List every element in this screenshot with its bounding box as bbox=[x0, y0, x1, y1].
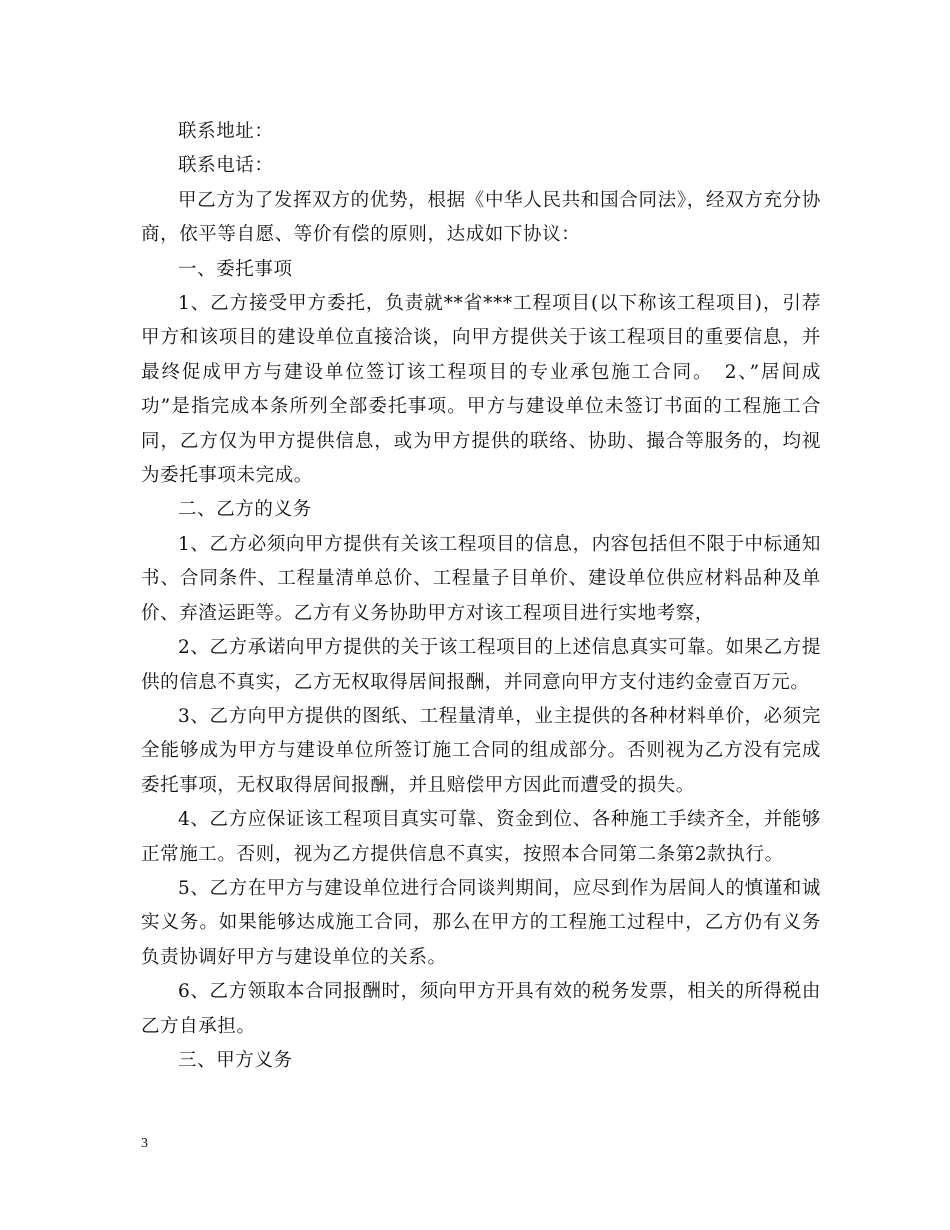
paragraph-obligation-2: 2、乙方承诺向甲方提供的关于该工程项目的上述信息真实可靠。如果乙方提供的信息不真实，乙方无权取得居间报酬，并同意向甲方支付违约金壹百万元。 bbox=[141, 637, 821, 693]
paragraph-obligation-5: 5、乙方在甲方与建设单位进行合同谈判期间，应尽到作为居间人的慎谨和诚实义务。如果能够达成施工合同，那么在甲方的工程施工过程中，乙方仍有义务负责协调好甲方与建设单位的关系。 bbox=[141, 877, 821, 968]
paragraph-obligation-4: 4、乙方应保证该工程项目真实可靠、资金到位、各种施工手续齐全，并能够正常施工。否则，视为乙方提供信息不真实，按照本合同第二条第2款执行。 bbox=[141, 809, 821, 865]
page-number: 3 bbox=[141, 1136, 148, 1151]
section-heading-party-b-obligations: 二、乙方的义务 bbox=[178, 499, 312, 521]
section-heading-entrusted-matters: 一、委托事项 bbox=[178, 258, 293, 280]
section-heading-party-a-obligations: 三、甲方义务 bbox=[178, 1049, 293, 1071]
document-body bbox=[141, 115, 821, 1078]
paragraph-clause-1: 1、乙方接受甲方委托，负责就**省***工程项目(以下称该工程项目)，引荐甲方和该项目的建设单位直接洽谈，向甲方提供关于该工程项目的重要信息，并最终促成甲方与建设单位签订该工程项目的专业承包施工合同。 2、”居间成功”是指完成本条所列全部委托事项。甲方与建设单位未签订书面的工程施工合同，乙方仅为甲方提供信息，或为甲方提供的联络、协助、撮合等服务的，均视为委托事项未完成。 bbox=[141, 293, 821, 487]
paragraph-contact-phone: 联系电话： bbox=[178, 155, 274, 177]
paragraph-obligation-3: 3、乙方向甲方提供的图纸、工程量清单，业主提供的各种材料单价，必须完全能够成为甲方与建设单位所签订施工合同的组成部分。否则视为乙方没有完成委托事项，无权取得居间报酬，并且赔偿甲方因此而遭受的损失。 bbox=[141, 705, 821, 796]
paragraph-obligation-6: 6、乙方领取本合同报酬时，须向甲方开具有效的税务发票，相关的所得税由乙方自承担。 bbox=[141, 981, 821, 1037]
paragraph-preamble: 甲乙方为了发挥双方的优势，根据《中华人民共和国合同法》，经双方充分协商，依平等自愿、等价有偿的原则，达成如下协议： bbox=[141, 189, 821, 246]
paragraph-obligation-1: 1、乙方必须向甲方提供有关该工程项目的信息，内容包括但不限于中标通知书、合同条件、工程量清单总价、工程量子目单价、建设单位供应材料品种及单价、弃渣运距等。乙方有义务协助甲方对该工程项目进行实地考察， bbox=[141, 533, 821, 624]
paragraph-contact-address: 联系地址： bbox=[178, 121, 274, 142]
